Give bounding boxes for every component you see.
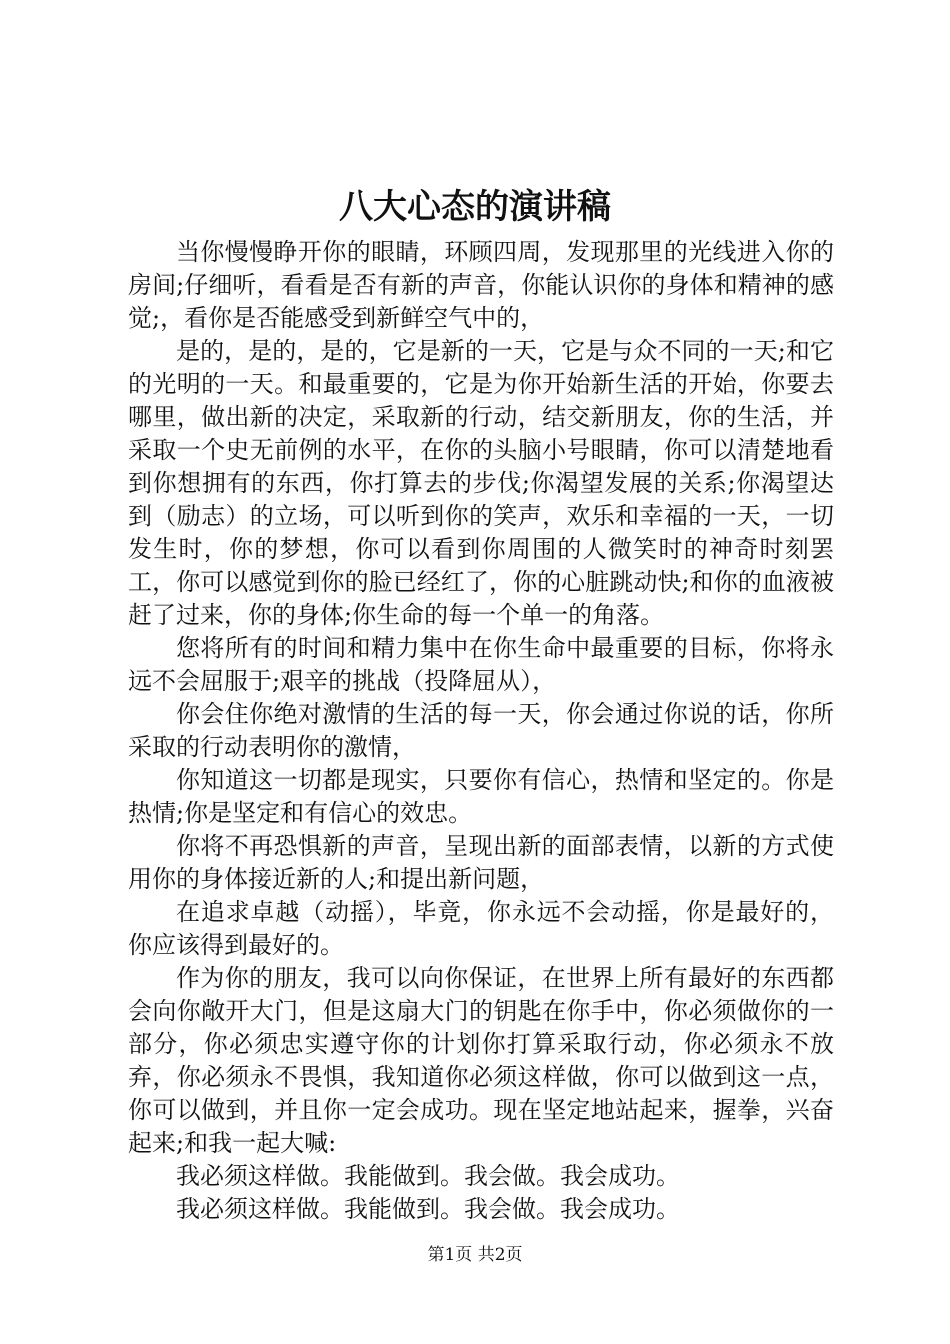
paragraph: 在追求卓越（动摇），毕竟，你永远不会动摇，你是最好的，你应该得到最好的。 (128, 898, 834, 959)
paragraph: 你知道这一切都是现实，只要你有信心，热情和坚定的。你是热情;你是坚定和有信心的效忠。 (128, 766, 834, 827)
paragraph: 是的，是的，是的，它是新的一天，它是与众不同的一天;和它的光明的一天。和最重要的，它是为你开始新生活的开始，你要去哪里，做出新的决定，采取新的行动，结交新朋友，你的生活，并采取一个史无前例的水平，在你的头脑小号眼睛，你可以清楚地看到你想拥有的东西，你打算去的步伐;你渴望发展的关系;你渴望达到（励志）的立场，可以听到你的笑声，欢乐和幸福的一天，一切发生时，你的梦想，你可以看到你周围的人微笑时的神奇时刻罢工，你可以感觉到你的脸已经红了，你的心脏跳动快;和你的血液被赶了过来，你的身体;你生命的每一个单一的角落。 (128, 337, 834, 629)
document-body (128, 236, 834, 1226)
paragraph: 你将不再恐惧新的声音，呈现出新的面部表情，以新的方式使用你的身体接近新的人;和提出新问题， (128, 832, 834, 893)
paragraph: 我必须这样做。我能做到。我会做。我会成功。 (176, 1195, 680, 1223)
document-title: 八大心态的演讲稿 (339, 187, 611, 227)
page-number-footer: 第1页 共2页 (427, 1245, 523, 1265)
paragraph: 你会住你绝对激情的生活的每一天，你会通过你说的话，你所采取的行动表明你的激情， (128, 700, 834, 761)
paragraph: 作为你的朋友，我可以向你保证，在世界上所有最好的东西都会向你敞开大门，但是这扇大门的钥匙在你手中，你必须做你的一部分，你必须忠实遵守你的计划你打算采取行动，你必须永不放弃，你必须永不畏惧，我知道你必须这样做，你可以做到这一点，你可以做到，并且你一定会成功。现在坚定地站起来，握拳，兴奋起来;和我一起大喊: (128, 964, 834, 1157)
paragraph: 我必须这样做。我能做到。我会做。我会成功。 (176, 1162, 680, 1190)
paragraph: 您将所有的时间和精力集中在你生命中最重要的目标，你将永远不会屈服于;艰辛的挑战（投降屈从）， (128, 634, 834, 695)
paragraph: 当你慢慢睁开你的眼睛，环顾四周，发现那里的光线进入你的房间;仔细听，看看是否有新的声音，你能认识你的身体和精神的感觉;，看你是否能感受到新鲜空气中的， (128, 238, 834, 332)
